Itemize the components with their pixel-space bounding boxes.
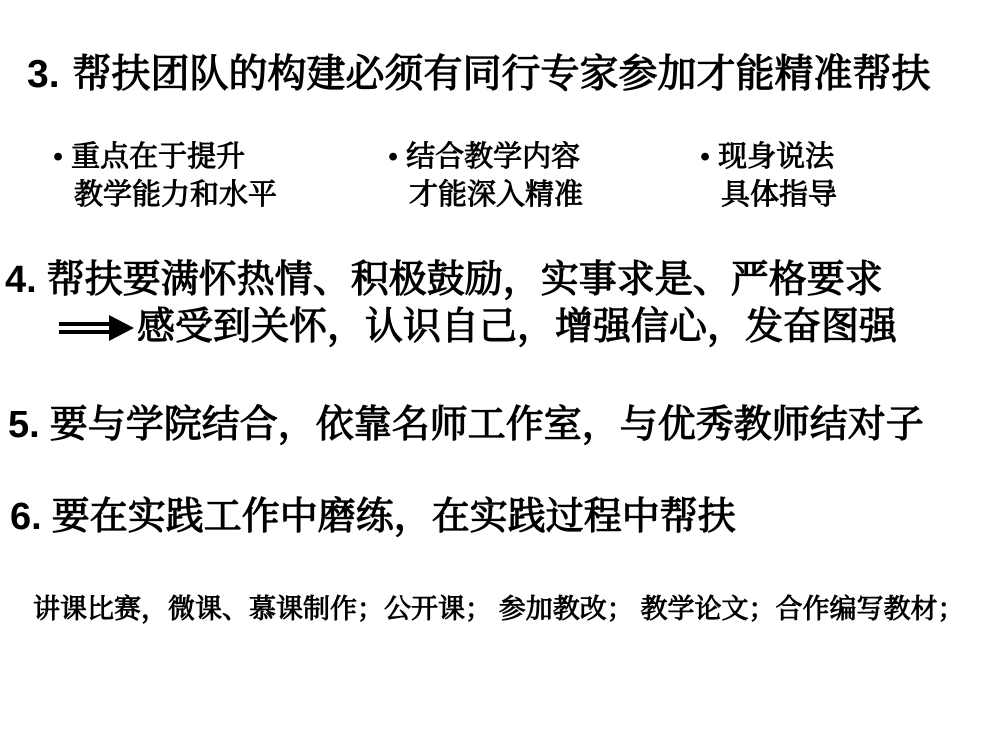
- bullet-icon: •: [53, 141, 64, 173]
- item4-number: 4.: [5, 259, 37, 301]
- item3-number: 3.: [27, 53, 60, 96]
- bullet-item: [53, 138, 277, 214]
- bullet-icon: •: [388, 141, 399, 173]
- bullet-item: [700, 138, 837, 214]
- item6-text: 要在实践工作中磨练，在实践过程中帮扶: [51, 496, 736, 538]
- item4-arrow-text: 感受到关怀，认识自己，增强信心，发奋图强: [137, 306, 898, 348]
- item5-number: 5.: [8, 404, 40, 446]
- bullet-line1: [388, 138, 583, 176]
- bullet-row: [0, 138, 1000, 220]
- section-item4: [5, 257, 897, 351]
- bullet-item: [388, 138, 583, 214]
- item4-arrow-line: [57, 304, 897, 351]
- bullet-line2: 教学能力和水平: [74, 179, 278, 211]
- bullet-text: 现身说法: [718, 141, 835, 173]
- item4-text: 帮扶要满怀热情、积极鼓励，实事求是、严格要求: [46, 259, 883, 301]
- bullet-icon: •: [700, 141, 711, 173]
- item4-line1: [5, 257, 897, 304]
- section-item5: [8, 402, 924, 449]
- footer-examples-text: 讲课比赛，微课、慕课制作；公开课； 参加教改； 教学论文；合作编写教材；: [33, 594, 965, 624]
- bullet-line1: [700, 138, 837, 176]
- item3-text: 帮扶团队的构建必须有同行专家参加才能精准帮扶: [72, 53, 931, 96]
- bullet-text: 重点在于提升: [71, 141, 246, 173]
- bullet-line2: 才能深入精准: [409, 179, 584, 211]
- bullet-line1: [53, 138, 277, 176]
- item5-text: 要与学院结合，依靠名师工作室，与优秀教师结对子: [49, 404, 924, 446]
- section-item6: [10, 494, 736, 541]
- slide-title: [27, 51, 931, 99]
- double-right-arrow-icon: [57, 314, 135, 342]
- item6-number: 6.: [10, 496, 42, 538]
- bullet-text: 结合教学内容: [406, 141, 581, 173]
- bullet-line2: 具体指导: [721, 179, 838, 211]
